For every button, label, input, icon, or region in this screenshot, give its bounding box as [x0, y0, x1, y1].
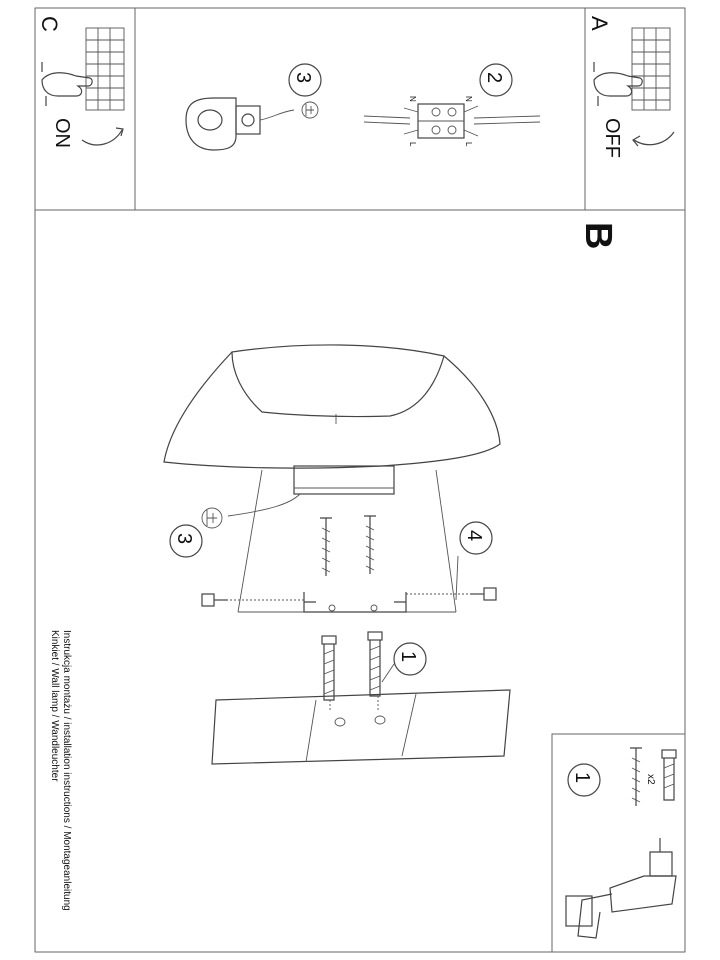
mount-ground-step-number: 3: [173, 533, 195, 545]
panel-a: [585, 8, 685, 210]
caption-line-1: Instrukcja montażu / installation instructions / Montageanleitung: [61, 630, 72, 911]
screw-icon: [630, 748, 642, 806]
rotate-arrow-icon: [82, 128, 123, 145]
terminal-label-l-right: L: [464, 142, 473, 147]
long-screw: [320, 518, 332, 576]
side-screw: [470, 588, 496, 600]
wall-plug: [368, 632, 382, 696]
wall-plug-icon: [662, 750, 676, 800]
section-b-letter: B: [577, 222, 619, 250]
breaker-switch-icon: [86, 28, 124, 110]
terminal-label-n-left: N: [408, 96, 417, 102]
hand-icon: [594, 62, 642, 106]
terminal-step-number: 2: [483, 72, 505, 84]
anchor-step-number: 1: [397, 651, 419, 663]
screw-icon: [242, 114, 254, 126]
side-screw: [202, 594, 228, 606]
terminal-label-n-right: N: [464, 96, 473, 102]
wall-surface: [212, 690, 510, 764]
ground-symbol-icon: [202, 508, 222, 528]
lamp-shade: [232, 345, 444, 417]
panel-c-letter: C: [37, 16, 62, 32]
ground-step-number: 3: [292, 72, 314, 84]
lamp-shade-lower: [164, 352, 500, 468]
long-screw: [364, 516, 376, 574]
ring-terminal: [186, 98, 236, 150]
parts-quantity: x2: [645, 774, 656, 785]
breaker-switch-icon: [632, 28, 670, 110]
tools-panel: [552, 734, 685, 952]
panel-a-state: OFF: [601, 118, 623, 158]
wall-plug: [322, 636, 336, 700]
lamp-assembly: [164, 345, 510, 764]
hand-icon: [42, 62, 92, 106]
caption-line-2: Kinkiet / Wall lamp / Wandleuchter: [49, 630, 60, 782]
panel-c-state: ON: [51, 118, 73, 148]
mounting-bracket: [304, 592, 406, 612]
tools-step-number: 1: [571, 772, 593, 784]
ground-detail: [186, 64, 321, 150]
panel-c: [35, 8, 135, 210]
bracket-screw-step-number: 4: [463, 530, 485, 542]
drill-icon: [566, 838, 676, 938]
terminal-detail: [364, 64, 540, 138]
terminal-label-l-left: L: [408, 142, 417, 147]
ground-symbol-icon: [302, 102, 318, 118]
panel-a-letter: A: [587, 16, 612, 31]
sheet-border: [35, 8, 685, 952]
rotate-arrow-icon: [633, 132, 674, 146]
lamp-canopy: [294, 466, 394, 494]
